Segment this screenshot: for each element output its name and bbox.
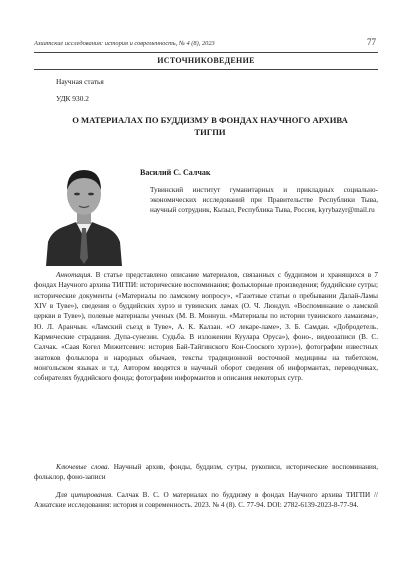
section-heading-bar (34, 52, 378, 70)
article-type: Научная статья (56, 77, 104, 86)
section-heading: ИСТОЧНИКОВЕДЕНИЕ (157, 56, 255, 65)
author-portrait-photo-icon (44, 158, 124, 266)
author-name: Василий С. Салчак (140, 168, 211, 177)
citation-text: Салчак В. С. О материалах по буддизму в фондах Научного архива ТИГПИ // Азиатские исследования: история и современность. 2023. № 4 (8). С. 77-94. DOI: 2782-6139-2023-8-77-94. (34, 491, 379, 510)
udk-code: УДК 930.2 (56, 94, 89, 103)
citation (34, 490, 378, 511)
keywords (34, 462, 378, 483)
abstract (34, 270, 378, 384)
citation-label: Для цитирования. (56, 491, 114, 499)
running-head (34, 38, 380, 50)
keywords-label: Ключевые слова. (56, 463, 110, 471)
keywords-text: Научный архив, фонды, буддизм, сутры, рукописи, исторические воспоминания, фольклор, фоно-записи (34, 463, 378, 482)
author-photo (44, 158, 124, 266)
author-affiliation: Тувинский институт гуманитарных и прикладных социально-экономических исследований при Правительстве Республики Тыва, научный сотрудник, Кызыл, Республика Тыва, Россия, kyrybazyr@mail.ru (150, 186, 378, 215)
journal-running-title: Азиатские исследования: история и современность, № 4 (8), 2023 (34, 40, 215, 47)
abstract-text: В статье представлено описание материалов, связанных с буддизмом и хранящихся в 7 фондах Научного архива ТИГПИ: исторические воспоминания; фольклорные произведения; буддийские сутры; исторические документы («Материалы по ламскому вопросу», «Газетные статьи о пребывании Далай-Ламы XIV в Туве»), сведения о буддийских хурээ и тувинских ламах (О. Ч. Люндуп. «Воспоминание о ламской церкви в Туве»), полевые материалы ученых (М. В. Моннуш. «Материалы по истории тувинского ламаизма», Ю. Л. Аранчын. «Ламский съезд в Туве», А. К. Калзан. «О лекаре-ламе», З. Б. Самдан. «Добродетель. Кармические страдания. Дупа-сунезин. Судьба. В изложении Куулара Оруса»), фоно-, видеозаписи (В. С. Салчак. «Саая Когел Мижитсевич: история Бай-Тайгинского Кон-Сооского хурээ»), фотографии известных знатоков фольклора и народных обычаев, тексты традиционной восточной медицины на тибетском, монгольском языках и т.д. Автором вводятся в научный оборот сведения об информантах, переводчиках, собирателях буддийского фонда; фотографии информантов и описания некоторых сутр. (34, 271, 378, 383)
page-number: 77 (367, 37, 376, 47)
article-title: О МАТЕРИАЛАХ ПО БУДДИЗМУ В ФОНДАХ НАУЧНОГО АРХИВА ТИГПИ (72, 115, 348, 137)
abstract-label: Аннотация. (56, 271, 93, 279)
